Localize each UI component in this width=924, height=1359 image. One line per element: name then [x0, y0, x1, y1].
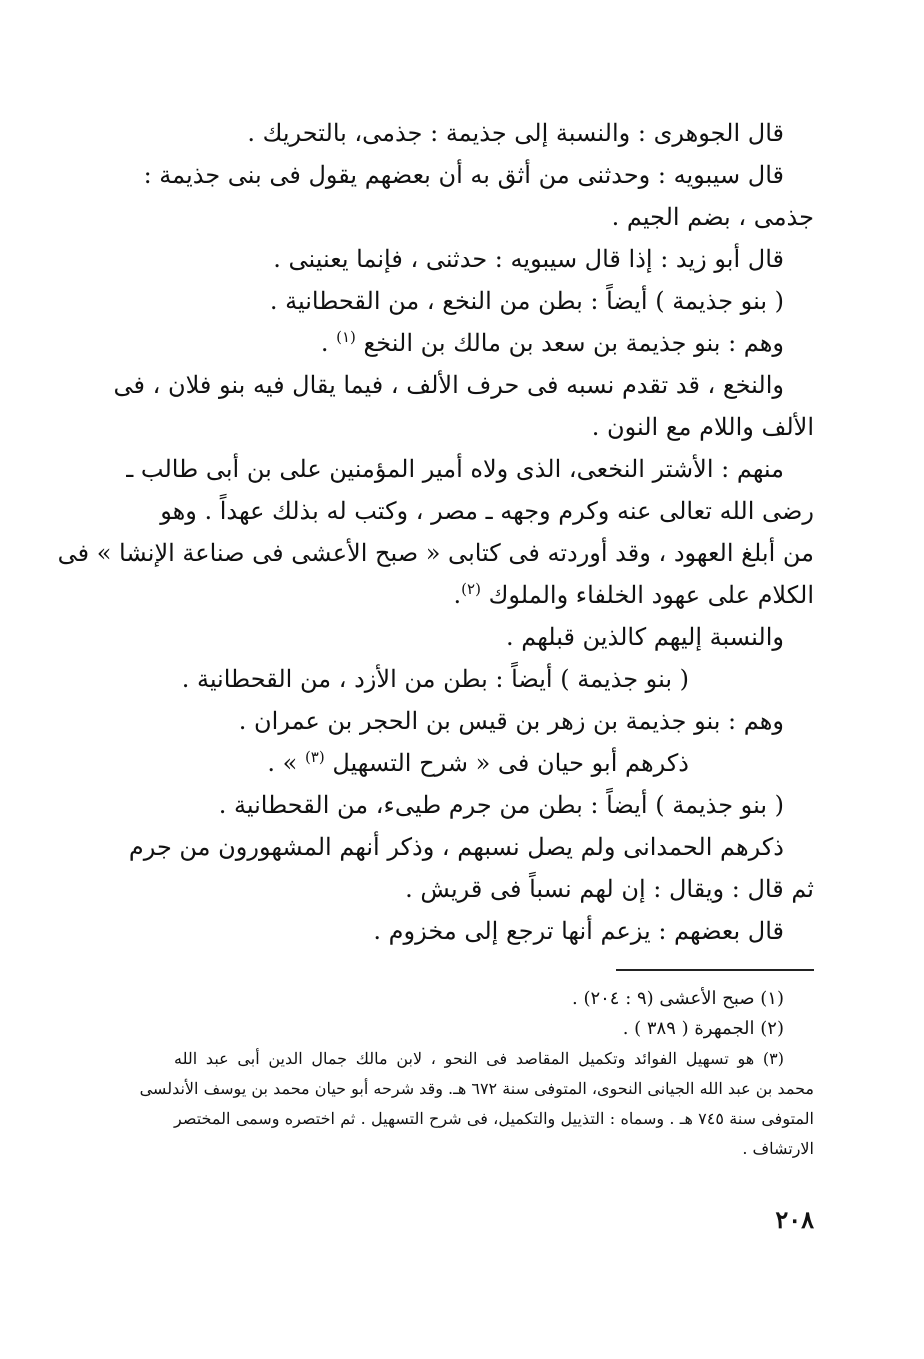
- text-segment: .: [320, 329, 337, 357]
- text-line: من أبلغ العهود ، وقد أوردته فى كتابى « صبح الأعشى فى صناعة الإنشا » فى: [57, 539, 814, 567]
- text-segment: وهم : بنو جذيمة بن سعد بن مالك بن النخع: [363, 329, 784, 357]
- footnote-marker-3: (٣): [304, 748, 325, 766]
- text-segment: .: [453, 581, 462, 609]
- text-line: وهم : بنو جذيمة بن زهر بن قيس بن الحجر بن عمران .: [238, 707, 784, 735]
- footnotes: [139, 984, 814, 1164]
- page-number: ٢٠٨: [775, 1205, 814, 1234]
- footnote: (٣) هو تسهيل الفوائد وتكميل المقاصد فى النحو ، لابن مالك جمال الدين أبى عبد الله: [174, 1049, 785, 1068]
- text-line: قال أبو زيد : إذا قال سيبويه : حدثنى ، فإنما يعنينى .: [273, 245, 784, 273]
- text-line: جذمى ، بضم الجيم .: [611, 203, 814, 231]
- text-segment: الكلام على عهود الخلفاء والملوك: [488, 581, 814, 609]
- text-line: ثم قال : ويقال : إن لهم نسباً فى قريش .: [405, 875, 814, 903]
- text-line: قال الجوهرى : والنسبة إلى جذيمة : جذمى، بالتحريك .: [247, 119, 784, 147]
- text-line: قال سيبويه : وحدثنى من أثق به أن بعضهم يقول فى بنى جذيمة :: [143, 161, 784, 189]
- text-line: والنخع ، قد تقدم نسبه فى حرف الألف ، فيما يقال فيه بنو فلان ، فى: [113, 371, 784, 399]
- text-line: ذكرهم الحمدانى ولم يصل نسبهم ، وذكر أنهم المشهورون من جرم: [128, 833, 784, 861]
- text-line: الألف واللام مع النون .: [591, 413, 814, 441]
- footnote-separator: [616, 969, 814, 971]
- text-line: رضى الله تعالى عنه وكرم وجهه ـ مصر ، وكتب له بذلك عهداً . وهو: [160, 497, 814, 525]
- footnote-marker-1: (١): [336, 328, 356, 346]
- text-line: ( بنو جذيمة ) أيضاً : بطن من جرم طيىء، من القحطانية .: [218, 791, 784, 819]
- footnote-continuation: المتوفى سنة ٧٤٥ هـ . وسماه : التذييل والتكميل، فى شرح التسهيل . ثم اختصره وسمى المختصر: [174, 1109, 814, 1128]
- text-line: [174, 574, 814, 616]
- text-line: ( بنو جذيمة ) أيضاً : بطن من النخع ، من القحطانية .: [269, 287, 784, 315]
- text-line: [174, 742, 814, 784]
- text-line: [174, 322, 814, 364]
- footnote: (٢) الجمهرة ( ٣٨٩ ) .: [622, 1018, 784, 1039]
- footnote-continuation: محمد بن عبد الله الجيانى النحوى، المتوفى سنة ٦٧٢ هـ. وقد شرحه أبو حيان محمد بن يوسف الأندلسى: [139, 1079, 814, 1098]
- text-line: والنسبة إليهم كالذين قبلهم .: [505, 623, 784, 651]
- footnote-continuation: الارتشاف .: [742, 1139, 814, 1158]
- footnote-marker-2: (٢): [461, 580, 481, 598]
- text-line: ( بنو جذيمة ) أيضاً : بطن من الأزد ، من القحطانية .: [181, 665, 689, 693]
- footnote: (١) صبح الأعشى (٩ : ٢٠٤) .: [572, 988, 784, 1009]
- text-line: منهم : الأشتر النخعى، الذى ولاه أمير المؤمنين على بن أبى طالب ـ: [126, 455, 784, 483]
- text-segment: ذكرهم أبو حيان فى « شرح التسهيل: [332, 749, 689, 777]
- text-line: قال بعضهم : يزعم أنها ترجع إلى مخزوم .: [373, 917, 784, 945]
- text-segment: » .: [267, 749, 305, 777]
- body-text: [57, 112, 814, 952]
